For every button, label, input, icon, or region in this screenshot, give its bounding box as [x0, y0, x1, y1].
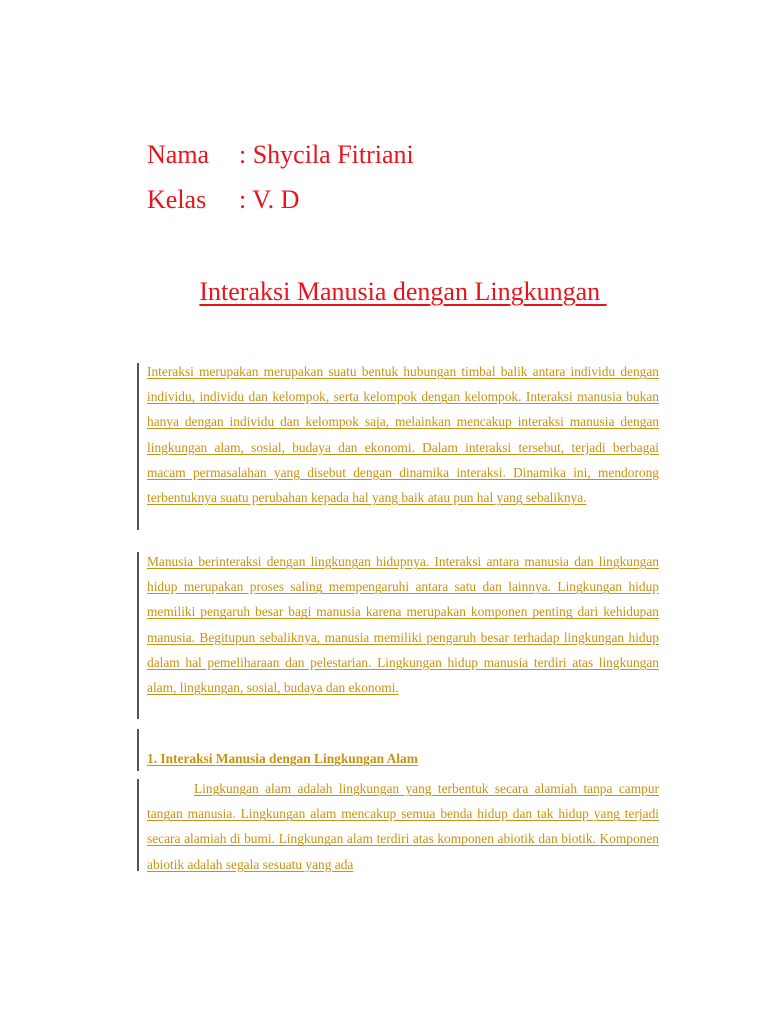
margin-change-bar — [137, 779, 139, 871]
margin-change-bar — [137, 363, 139, 530]
student-name-row — [147, 140, 414, 170]
class-label: Kelas — [147, 185, 207, 214]
section-heading: 1. Interaksi Manusia dengan Lingkungan Alam — [147, 751, 418, 766]
name-value: : Shycila Fitriani — [239, 140, 414, 169]
student-class-row — [147, 185, 299, 215]
environment-paragraph: Manusia berinteraksi dengan lingkungan hidupnya. Interaksi antara manusia dan lingkungan hidup merupakan proses saling mempengaruhi antara satu dan lainnya. Lingkungan hidup memiliki pengaruh besar bagi manusia karena merupakan komponen penting dari kehidupan manusia. Begitupun sebaliknya, manusia memiliki pengaruh besar terhadap lingkungan hidup dalam hal pemeliharaan dan pelestarian. Lingkungan hidup manusia terdiri atas lingkungan alam, lingkungan, sosial, budaya dan ekonomi. — [147, 554, 659, 696]
margin-change-bar — [137, 729, 139, 771]
intro-paragraph: Interaksi merupakan merupakan suatu bentuk hubungan timbal balik antara individu dengan individu, individu dan kelompok, serta kelompok dengan kelompok. Interaksi manusia bukan hanya dengan individu dan kelompok saja, melainkan mencakup interaksi manusia dengan lingkungan alam, sosial, budaya dan ekonomi. Dalam interaksi tersebut, terjadi berbagai macam permasalahan yang disebut dengan dinamika interaksi. Dinamika ini, mendorong terbentuknya suatu perubahan kepada hal yang baik atau pun hal yang sebaliknya. — [147, 364, 659, 506]
class-value: : V. D — [239, 185, 300, 214]
document-title: Interaksi Manusia dengan Lingkungan — [199, 277, 607, 306]
name-label: Nama — [147, 140, 210, 169]
margin-change-bar — [137, 552, 139, 719]
section-paragraph: Lingkungan alam adalah lingkungan yang terbentuk secara alamiah tanpa campur tangan manusia. Lingkungan alam mencakup semua benda hidup dan tak hidup yang terjadi secara alamiah di bumi. Lingkungan alam terdiri atas komponen abiotik dan biotik. Komponen abiotik adalah segala sesuatu yang ada — [147, 781, 659, 872]
